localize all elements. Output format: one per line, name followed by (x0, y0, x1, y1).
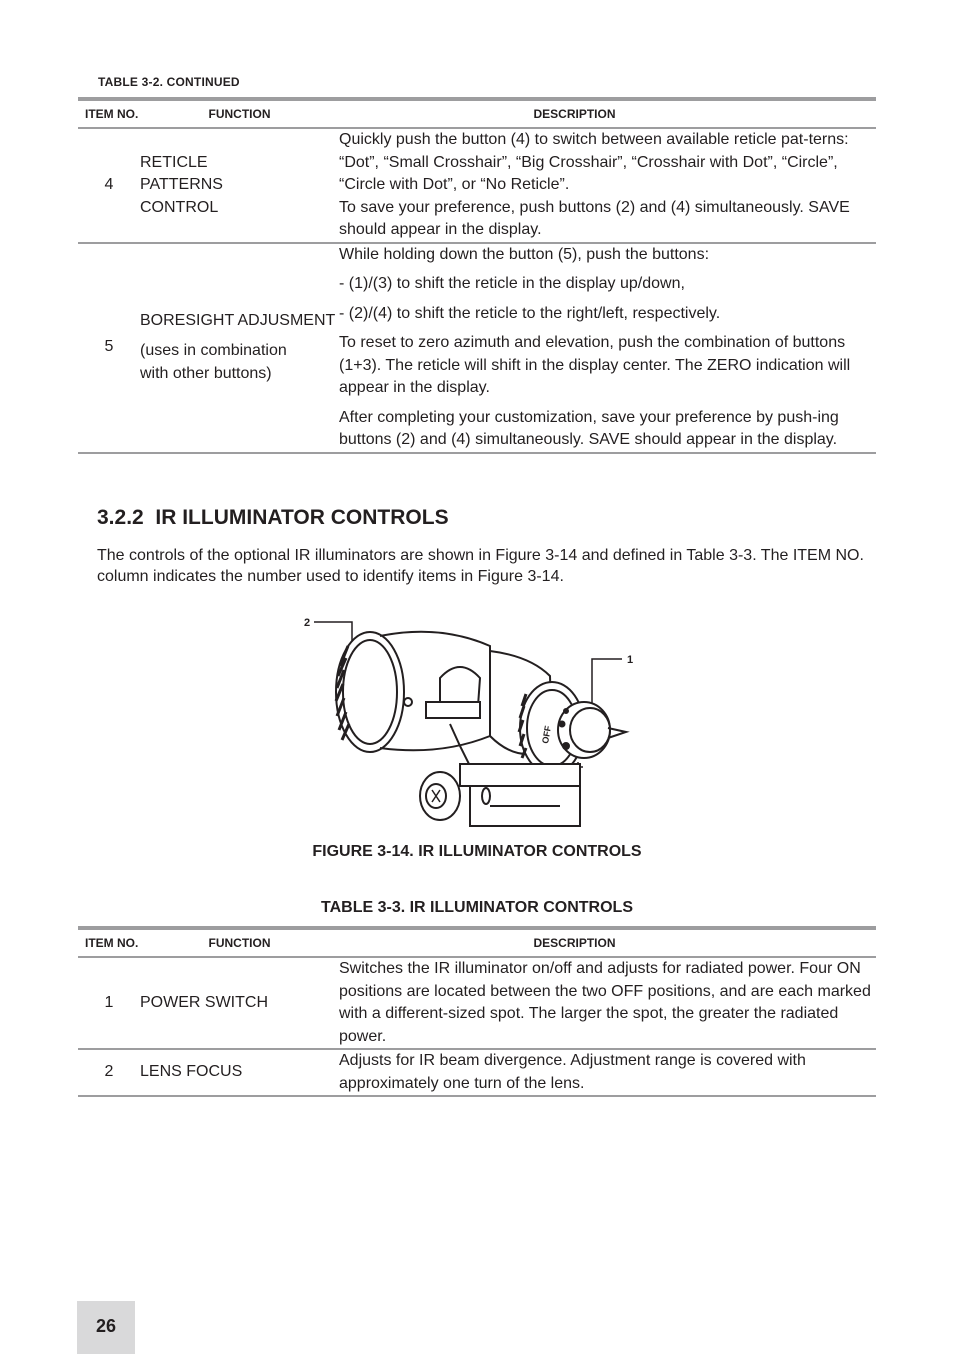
description-text: To reset to zero azimuth and elevation, push the combination of buttons (1+3). The reticle will shift in the display center. The ZERO indication will appear in the display. (339, 334, 851, 396)
section-body: The controls of the optional IR illuminators are shown in Figure 3-14 and defined in Table 3-3. The ITEM NO. column indicates the number used to identify items in Figure 3-14. (97, 547, 864, 585)
function-name (140, 128, 339, 243)
header-item-no: ITEM NO. (85, 107, 139, 121)
table-row (78, 957, 876, 1049)
header-description: DESCRIPTION (533, 936, 616, 950)
item-number: 1 (104, 993, 114, 1011)
header-item-no: ITEM NO. (85, 936, 139, 950)
ir-illuminator-drawing (290, 606, 650, 836)
function-name (140, 243, 339, 453)
description-cell (339, 243, 876, 453)
section-number: 3.2.2 (97, 506, 144, 529)
table-3-3 (78, 926, 876, 1097)
function-sublabel: (uses in combination with other buttons) (140, 342, 287, 382)
description-text: Switches the IR illuminator on/off and adjusts for radiated power. Four ON positions are located between the two OFF positions, and are each marked with a different-sized spot. The larger the spot, the greater the radiated power. (339, 960, 871, 1045)
table-continued-caption: TABLE 3-2. CONTINUED (98, 75, 240, 89)
page-number-box (77, 1301, 135, 1354)
table-row (78, 243, 876, 453)
table-header-row (78, 99, 876, 128)
table-3-3-caption: TABLE 3-3. IR ILLUMINATOR CONTROLS (321, 899, 633, 916)
section-heading (97, 506, 449, 530)
description-text: To save your preference, push buttons (2) and (4) simultaneously. SAVE should appear in the display. (339, 198, 850, 238)
description-text: - (2)/(4) to shift the reticle to the right/left, respectively. (339, 304, 721, 322)
header-description: DESCRIPTION (533, 107, 616, 121)
table-3-2 (78, 97, 876, 454)
description-text: Quickly push the button (4) to switch between available reticle pat-terns: “Dot”, “Small Crosshair”, “Big Crosshair”, “Crosshair with Dot”, “Circle”, “Circle with Dot”, or “No Reticle”. (339, 131, 849, 193)
ir-illuminator-figure (290, 606, 650, 836)
page-number: 26 (95, 1316, 117, 1336)
description-text: After completing your customization, save your preference by push-ing buttons (2) and (4) simultaneously. SAVE should appear in the display. (339, 408, 839, 448)
table-header-row (78, 928, 876, 957)
function-name: POWER SWITCH (140, 993, 268, 1011)
description-text: While holding down the button (5), push the buttons: (339, 245, 710, 263)
function-label: RETICLE PATTERNS CONTROL (140, 153, 223, 216)
description-cell (339, 128, 876, 243)
table-row (78, 1049, 876, 1096)
callout-1: 1 (627, 654, 634, 666)
section-title: IR ILLUMINATOR CONTROLS (155, 506, 449, 529)
description-text: - (1)/(3) to shift the reticle in the display up/down, (339, 275, 685, 292)
table-row (78, 128, 876, 243)
function-name: LENS FOCUS (140, 1063, 243, 1081)
item-number: 2 (104, 1063, 114, 1081)
description-text: Adjusts for IR beam divergence. Adjustment range is covered with approximately one turn of the lens. (339, 1052, 806, 1092)
header-function: FUNCTION (208, 107, 271, 121)
figure-caption: FIGURE 3-14. IR ILLUMINATOR CONTROLS (312, 843, 642, 860)
item-number: 4 (104, 176, 114, 193)
callout-2: 2 (304, 617, 311, 629)
item-number: 5 (104, 338, 114, 356)
header-function: FUNCTION (208, 936, 271, 950)
function-label: BORESIGHT ADJUSMENT (140, 311, 336, 329)
dial-off-label: OFF (540, 724, 554, 745)
